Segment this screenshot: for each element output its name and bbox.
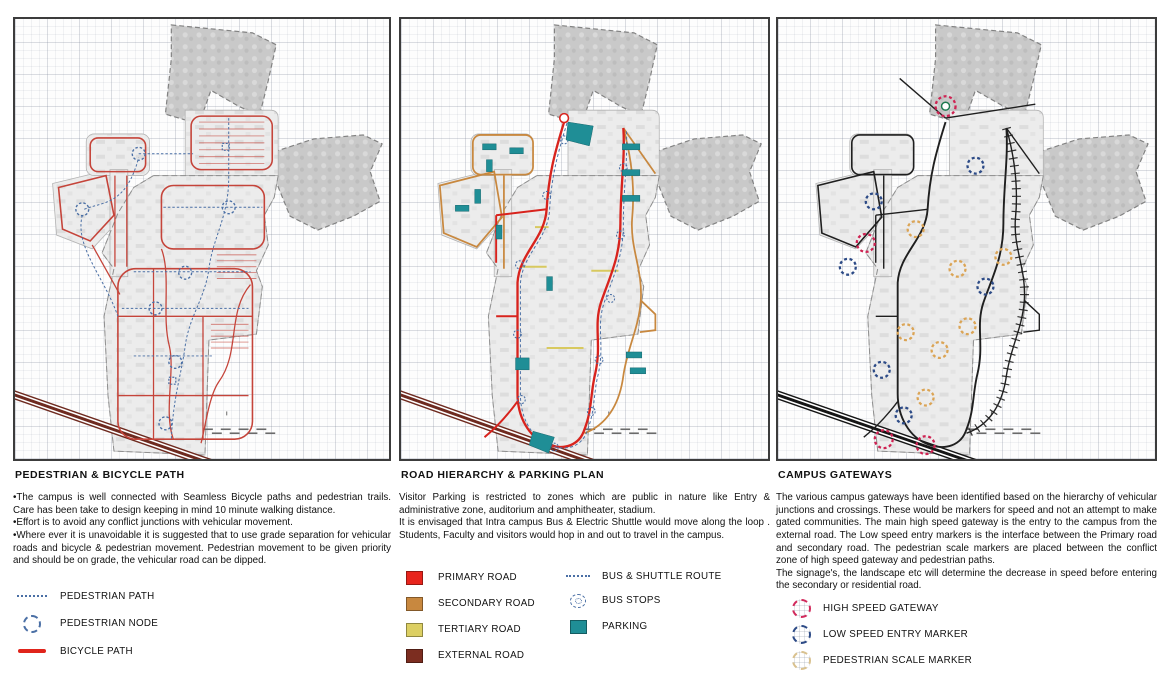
legend (15, 591, 391, 657)
bicycle-path-icon (15, 649, 49, 653)
paragraph: The signage's, the landscape etc will determine the decrease in speed before entering the secondary or residential road. (776, 567, 1157, 592)
paragraph: •The campus is well connected with Seamless Bicycle paths and pedestrian trails. Care has been take to design keeping in mind 10 minute walking distance. (13, 492, 391, 516)
legend-label: BICYCLE PATH (60, 645, 133, 657)
paragraph: •Effort is to avoid any conflict junctions with vehicular movement. (13, 517, 293, 529)
bus-stops-icon (565, 594, 591, 608)
panel-description (776, 492, 1157, 593)
legend-label: SECONDARY ROAD (438, 598, 535, 609)
paragraph: The various campus gateways have been identified based on the hierarchy of vehicular junctions and crossings. These would be markers for speed and not an attempt to make gated communities. The main high speed gateway is the entry to the campus from the external road. The Low speed entry markers is the interface between the Primary road and secondary road. The pedestrian scale markers are placed between the conflict zone of high speed gateway and pedestrian paths. (776, 492, 1157, 567)
external-road-icon (401, 649, 427, 663)
bus-shuttle-route-icon (565, 575, 591, 577)
panel-campus-gateways (776, 17, 1157, 677)
road-hierarchy-map (401, 19, 768, 459)
legend-item (565, 594, 770, 608)
panel-pedestrian-bicycle (13, 17, 391, 670)
parking-icon (565, 620, 591, 634)
legend-label: PEDESTRIAN PATH (60, 590, 155, 602)
paragraph: Visitor Parking is restricted to zones which are public in nature like Entry & administrative zone, auditorium and amphitheater, stadium. (399, 492, 770, 516)
pedestrian-scale-marker-icon (790, 651, 812, 670)
panel-road-hierarchy (399, 17, 770, 675)
campus-gateways-map-frame (776, 17, 1157, 461)
legend (401, 571, 770, 675)
panel-title: ROAD HIERARCHY & PARKING PLAN (401, 469, 605, 481)
legend-label: PARKING (602, 621, 648, 632)
legend-item (790, 625, 1157, 644)
legend-label: LOW SPEED ENTRY MARKER (823, 629, 969, 640)
secondary-road-icon (401, 597, 427, 611)
legend-item (401, 649, 565, 663)
legend-label: BUS & SHUTTLE ROUTE (602, 570, 722, 582)
legend-column-transit (565, 571, 770, 675)
legend-item (565, 571, 770, 582)
primary-road-icon (401, 571, 427, 585)
legend-label: PEDESTRIAN NODE (60, 618, 159, 630)
legend-column-roads (401, 571, 565, 675)
legend-item (790, 651, 1157, 670)
legend-item (401, 571, 565, 585)
legend-label: HIGH SPEED GATEWAY (823, 603, 939, 614)
legend-item (15, 615, 391, 633)
legend-item (15, 646, 391, 657)
legend-label: TERTIARY ROAD (438, 624, 521, 635)
panel-title: CAMPUS GATEWAYS (778, 469, 893, 481)
legend-item (790, 599, 1157, 618)
campus-gateways-map (778, 19, 1155, 459)
legend-item (401, 623, 565, 637)
legend-item (15, 591, 391, 602)
pedestrian-path-icon (15, 595, 49, 597)
legend-label: EXTERNAL ROAD (438, 650, 525, 661)
panel-description (399, 492, 770, 543)
high-speed-gateway-icon (790, 599, 812, 618)
panel-description (13, 492, 391, 568)
paragraph: •Where ever it is unavoidable it is suggested that to use grade separation for vehicular roads and bicycle & pedestrian movement. Pedestrian movement to be given priority and should be on grade, the vehicular road can be dipped. (13, 529, 391, 567)
paragraph: It is envisaged that Intra campus Bus & Electric Shuttle would move along the loop . Students, Faculty and visitors would hop in and out to travel in the campus. (399, 517, 770, 541)
pedestrian-bicycle-map-frame (13, 17, 391, 461)
tertiary-road-icon (401, 623, 427, 637)
legend-label: BUS STOPS (602, 595, 661, 606)
pedestrian-node-icon (15, 615, 49, 633)
low-speed-entry-marker-icon (790, 625, 812, 644)
legend-label: PEDESTRIAN SCALE MARKER (823, 655, 972, 666)
panel-title: PEDESTRIAN & BICYCLE PATH (15, 469, 185, 481)
legend (790, 599, 1157, 670)
pedestrian-bicycle-map (15, 19, 389, 459)
legend-label: PRIMARY ROAD (438, 572, 517, 583)
legend-item (401, 597, 565, 611)
legend-item (565, 620, 770, 634)
road-hierarchy-map-frame (399, 17, 770, 461)
